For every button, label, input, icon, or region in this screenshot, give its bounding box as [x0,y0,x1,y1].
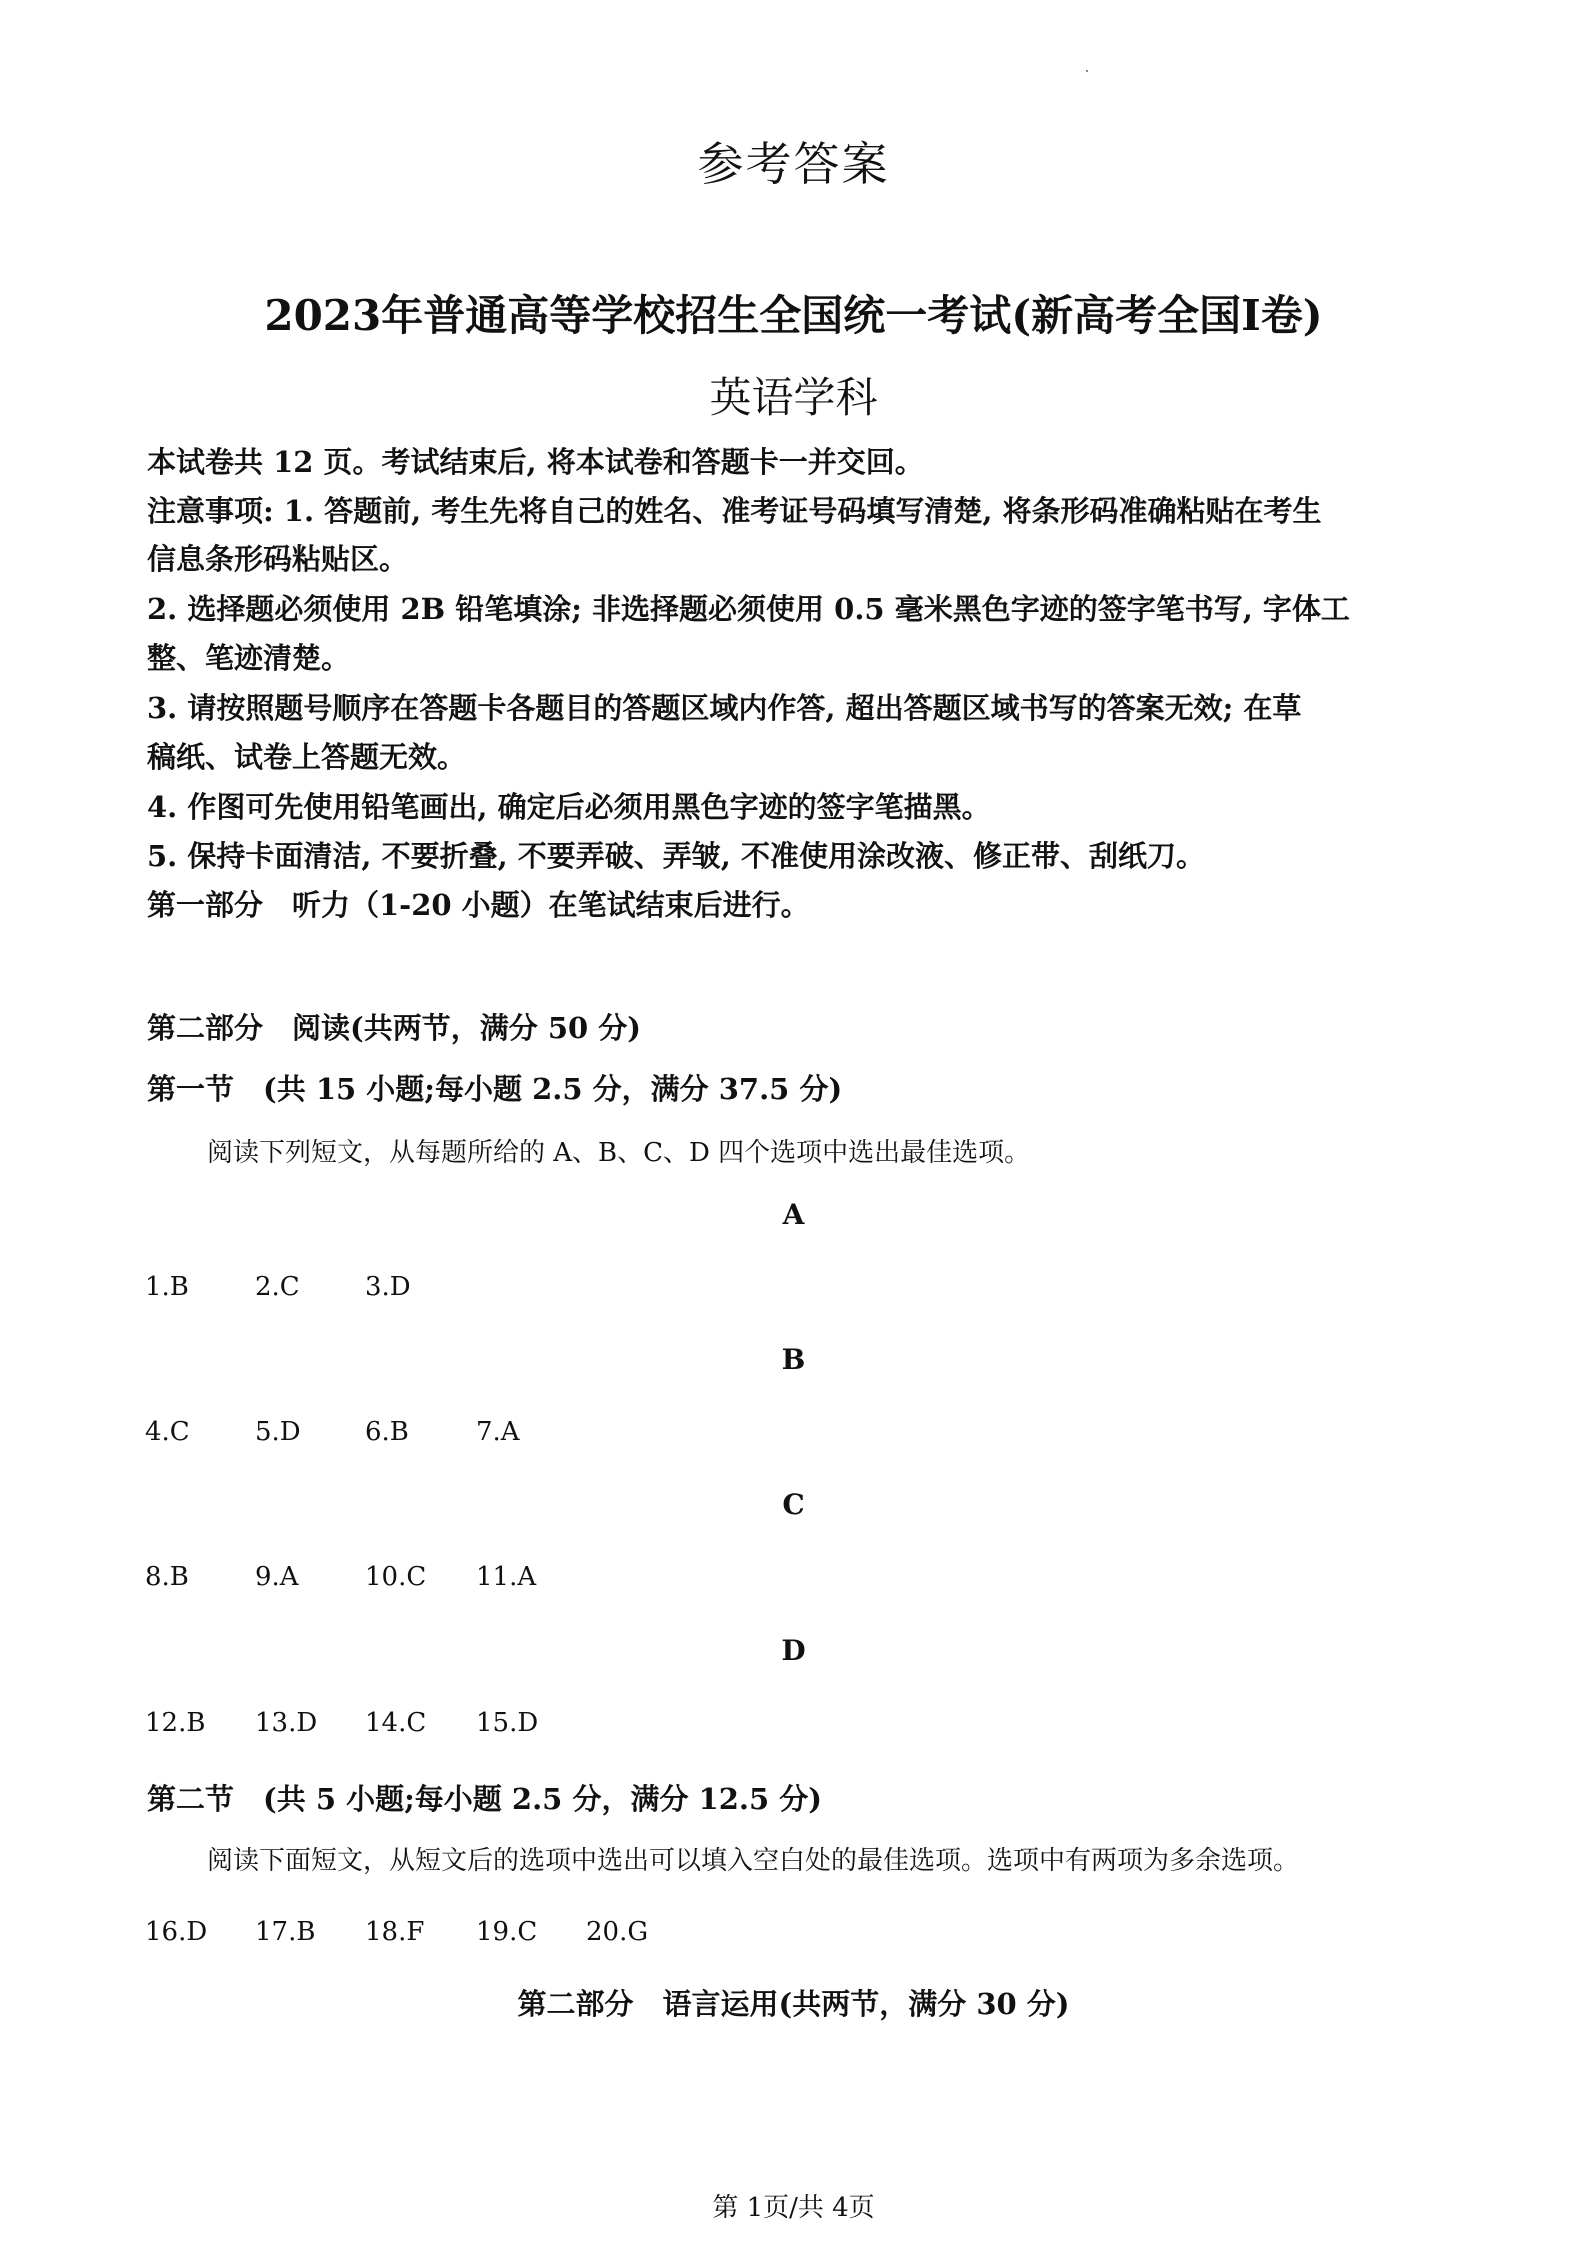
answer-item: 13.D [255,1708,318,1738]
answer-item: 6.B [365,1417,409,1447]
page-title: 参考答案 [697,137,890,191]
part2-heading: 第二部分 阅读(共两节，满分 50 分) [147,1011,641,1045]
part3-heading: 第二部分 语言运用(共两节，满分 30 分) [517,1987,1070,2021]
answer-item: 15.D [476,1708,539,1738]
subject-title: 英语学科 [709,373,878,422]
answer-item: 4.C [145,1417,190,1447]
instruction-line: 注意事项: 1. 答题前, 考生先将自己的姓名、准考证号码填写清楚, 将条形码准确粘贴在考生 [147,494,1322,528]
answer-item: 5.D [255,1417,301,1447]
section1-heading: 第一节 (共 15 小题;每小题 2.5 分，满分 37.5 分) [147,1072,843,1106]
answer-item: 17.B [255,1917,316,1947]
answer-item: 10.C [365,1562,427,1592]
passage-letter: A [782,1198,805,1231]
answer-item: 16.D [145,1917,208,1947]
answer-item: 3.D [365,1272,411,1302]
section1-intro: 阅读下列短文，从每题所给的 A、B、C、D 四个选项中选出最佳选项。 [207,1138,1031,1168]
answer-item: 2.C [255,1272,300,1302]
scan-dot [1086,70,1088,72]
answer-item: 20.G [586,1917,649,1947]
answer-item: 19.C [476,1917,538,1947]
instruction-line: 整、笔迹清楚。 [147,641,351,675]
instruction-line: 4. 作图可先使用铅笔画出, 确定后必须用黑色字迹的签字笔描黑。 [147,790,991,824]
answer-item: 18.F [365,1917,425,1947]
passage-letter: B [781,1343,806,1376]
answer-item: 14.C [365,1708,427,1738]
listening-note: 第一部分 听力（1-20 小题）在笔试结束后进行。 [147,888,810,922]
answer-item: 7.A [476,1417,520,1447]
instruction-line: 信息条形码粘贴区。 [147,542,409,576]
instruction-line: 2. 选择题必须使用 2B 铅笔填涂; 非选择题必须使用 0.5 毫米黑色字迹的签字笔书写, 字体工 [147,592,1350,626]
instruction-line: 5. 保持卡面清洁, 不要折叠, 不要弄破、弄皱, 不准使用涂改液、修正带、刮纸刀。 [147,839,1205,873]
section2-heading: 第二节 (共 5 小题;每小题 2.5 分，满分 12.5 分) [147,1782,822,1816]
answer-item: 9.A [255,1562,299,1592]
instruction-line: 本试卷共 12 页。考试结束后, 将本试卷和答题卡一并交回。 [147,445,924,479]
exam-title: 2023年普通高等学校招生全国统一考试(新高考全国Ⅰ卷) [264,291,1323,340]
page-number: 第 1页/共 4页 [712,2193,875,2223]
answer-item: 12.B [145,1708,206,1738]
instruction-line: 3. 请按照题号顺序在答题卡各题目的答题区域内作答, 超出答题区域书写的答案无效; 在草 [147,691,1302,725]
passage-letter: C [782,1488,805,1521]
instruction-line: 稿纸、试卷上答题无效。 [147,740,467,774]
answer-item: 8.B [145,1562,189,1592]
passage-letter: D [781,1634,806,1667]
section2-intro: 阅读下面短文，从短文后的选项中选出可以填入空白处的最佳选项。选项中有两项为多余选项。 [207,1846,1300,1876]
answer-item: 11.A [476,1562,537,1592]
answer-item: 1.B [145,1272,189,1302]
